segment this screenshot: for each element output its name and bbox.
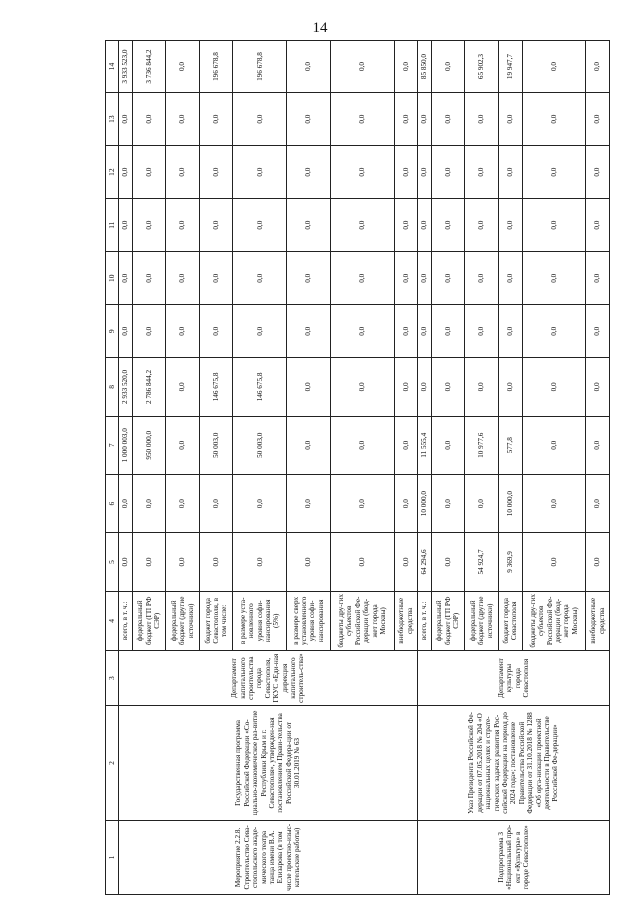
value-cell: 0,0 [330,416,394,474]
value-cell: 146 675,8 [199,358,233,416]
value-cell: 0,0 [498,358,522,416]
value-cell: 2 933 520,0 [119,358,133,416]
value-cell: 0,0 [522,416,586,474]
value-cell: 0,0 [431,252,465,305]
column-header-5: 5 [106,533,119,591]
value-cell: 0,0 [166,93,200,146]
value-cell: 9 369,9 [498,533,522,591]
value-cell: 0,0 [586,474,610,532]
value-cell: 0,0 [119,474,133,532]
value-cell: 0,0 [498,93,522,146]
value-cell: 2 786 844,2 [132,358,166,416]
value-cell: 0,0 [166,252,200,305]
value-cell: 0,0 [199,199,233,252]
column-header-13: 13 [106,93,119,146]
value-cell: 0,0 [119,252,133,305]
value-cell: 0,0 [431,41,465,93]
value-cell: 0,0 [431,305,465,358]
value-cell: 0,0 [586,199,610,252]
value-cell: 0,0 [119,305,133,358]
table-row [418,41,432,895]
value-cell: 0,0 [522,358,586,416]
value-cell: 0,0 [287,474,331,532]
value-cell: 0,0 [199,305,233,358]
value-cell: 0,0 [233,474,287,532]
value-cell: 0,0 [431,533,465,591]
column-header-6: 6 [106,474,119,532]
value-cell: 0,0 [586,533,610,591]
value-cell: 19 947,7 [498,41,522,93]
value-cell: 0,0 [465,199,499,252]
block-c2-cell: Указ Президента Российской Фе-дерации от 07.05.2018 № 204 «О национальных целях и страте-гических задачах развития Рос-сийской Федерации на период до 2024 года»; постановление Правительства Российской Федерации от 31.10.2018 № 1288 «Об орга-низации проектной деятельности в Правительстве Российской Фе-дерации» [418,706,610,821]
value-cell: 50 003,0 [199,416,233,474]
funding-source-cell: бюджет города Севастополя [498,591,522,650]
value-cell: 0,0 [394,358,418,416]
value-cell: 0,0 [119,93,133,146]
value-cell: 0,0 [418,358,432,416]
funding-source-cell: внебюджетные средства [586,591,610,650]
value-cell: 0,0 [465,146,499,199]
column-header-9: 9 [106,305,119,358]
value-cell: 146 675,8 [233,358,287,416]
value-cell: 0,0 [431,93,465,146]
value-cell: 0,0 [233,146,287,199]
value-cell: 0,0 [330,305,394,358]
value-cell: 85 850,0 [418,41,432,93]
value-cell: 0,0 [394,474,418,532]
funding-source-cell: всего, в т. ч.: [418,591,432,650]
value-cell: 0,0 [586,358,610,416]
value-cell: 0,0 [132,93,166,146]
column-header-14: 14 [106,41,119,93]
value-cell: 0,0 [522,93,586,146]
block-c3-cell: Департамент культуры города Севастополя [418,651,610,706]
value-cell: 0,0 [132,252,166,305]
value-cell: 64 294,6 [418,533,432,591]
value-cell: 0,0 [233,93,287,146]
value-cell: 0,0 [287,533,331,591]
value-cell: 0,0 [132,199,166,252]
funding-source-cell: федеральный бюджет (ГП РФ СЭР) [431,591,465,650]
value-cell: 50 003,0 [233,416,287,474]
value-cell: 0,0 [431,416,465,474]
value-cell: 577,8 [498,416,522,474]
value-cell: 0,0 [498,305,522,358]
value-cell: 0,0 [586,416,610,474]
funding-source-cell: бюджеты дру-гих субъектов Российской Фе-дерации (бюд-жет города Москвы) [330,591,394,650]
value-cell: 0,0 [586,93,610,146]
header-row [106,41,119,895]
value-cell: 0,0 [394,146,418,199]
value-cell: 0,0 [522,305,586,358]
value-cell: 0,0 [287,146,331,199]
value-cell: 196 678,8 [199,41,233,93]
value-cell: 0,0 [522,474,586,532]
value-cell: 0,0 [586,146,610,199]
funding-source-cell: внебюджетные средства [394,591,418,650]
value-cell: 0,0 [394,199,418,252]
value-cell: 0,0 [166,305,200,358]
column-header-8: 8 [106,358,119,416]
block-c2-cell: Государственная программа Российской Федерации «Со-циально-экономическое раз-витие Республики Крым и г. Севастополя», утвержден-ная постановлением Прави-тельства Российской Федера-ции от 30.01.2019 № 63 [119,706,418,821]
value-cell: 0,0 [586,41,610,93]
value-cell: 0,0 [166,474,200,532]
value-cell: 0,0 [199,533,233,591]
value-cell: 0,0 [132,305,166,358]
value-cell: 1 000 003,0 [119,416,133,474]
value-cell: 3 933 523,0 [119,41,133,93]
funding-source-cell: всего, в т. ч.: [119,591,133,650]
value-cell: 0,0 [498,146,522,199]
table-row [119,41,133,895]
value-cell: 0,0 [287,93,331,146]
value-cell: 196 678,8 [233,41,287,93]
value-cell: 0,0 [287,252,331,305]
value-cell: 0,0 [522,146,586,199]
value-cell: 0,0 [465,474,499,532]
value-cell: 0,0 [522,533,586,591]
value-cell: 0,0 [465,93,499,146]
value-cell: 0,0 [330,146,394,199]
value-cell: 0,0 [418,252,432,305]
column-header-1: 1 [106,820,119,894]
value-cell: 0,0 [394,416,418,474]
value-cell: 0,0 [166,41,200,93]
funding-source-cell: в размере сверх установленного уровня софи-нансирования [287,591,331,650]
value-cell: 0,0 [233,533,287,591]
value-cell: 0,0 [330,474,394,532]
column-header-4: 4 [106,591,119,650]
value-cell: 0,0 [418,305,432,358]
value-cell: 0,0 [498,252,522,305]
value-cell: 0,0 [330,252,394,305]
block-c3-cell: Департамент капитального строительства города Севастополя, ГКУС «Еди-ная дирекция капитального строитель-ства» [119,651,418,706]
column-header-10: 10 [106,252,119,305]
value-cell: 0,0 [431,146,465,199]
value-cell: 0,0 [287,416,331,474]
value-cell: 950 000,0 [132,416,166,474]
block-c1-cell: Мероприятие 2.2.8. Строительство Сева-стопольского акаде-мического театра танца имени В.А. Елизарова (в том числе проектно-изыс-кательские работы) [119,820,418,894]
rotated-table-container [105,40,610,895]
page-number: 14 [312,20,328,36]
budget-table [105,40,610,895]
value-cell: 0,0 [431,358,465,416]
value-cell: 0,0 [522,199,586,252]
value-cell: 0,0 [119,533,133,591]
funding-source-cell: федеральный бюджет (ГП РФ СЭР) [132,591,166,650]
value-cell: 0,0 [233,305,287,358]
value-cell: 0,0 [287,41,331,93]
block-c1-cell: Подпрограмма 3 «Национальный про-ект «Культура» в городе Севастополе» [418,820,610,894]
value-cell: 0,0 [119,146,133,199]
value-cell: 10 000,0 [418,474,432,532]
value-cell: 0,0 [431,474,465,532]
value-cell: 0,0 [119,199,133,252]
value-cell: 54 924,7 [465,533,499,591]
value-cell: 65 902,3 [465,41,499,93]
value-cell: 3 736 844,2 [132,41,166,93]
value-cell: 0,0 [330,533,394,591]
value-cell: 0,0 [166,146,200,199]
value-cell: 0,0 [287,305,331,358]
value-cell: 10 977,6 [465,416,499,474]
value-cell: 0,0 [132,474,166,532]
value-cell: 0,0 [394,305,418,358]
value-cell: 0,0 [586,252,610,305]
column-header-3: 3 [106,651,119,706]
value-cell: 0,0 [199,146,233,199]
value-cell: 0,0 [132,533,166,591]
value-cell: 0,0 [287,199,331,252]
funding-source-cell: в размере уста-новленного уровня софи-нансирования (5%) [233,591,287,650]
value-cell: 0,0 [394,93,418,146]
value-cell: 0,0 [586,305,610,358]
value-cell: 0,0 [287,358,331,416]
value-cell: 0,0 [233,252,287,305]
value-cell: 0,0 [522,41,586,93]
value-cell: 0,0 [418,146,432,199]
value-cell: 0,0 [394,252,418,305]
value-cell: 0,0 [199,93,233,146]
value-cell: 0,0 [199,252,233,305]
funding-source-cell: бюджеты дру-гих субъектов Российской Фе-дерации (бюд-жет города Москвы) [522,591,586,650]
value-cell: 0,0 [166,416,200,474]
column-header-12: 12 [106,146,119,199]
funding-source-cell: федеральный бюджет (другие источники) [465,591,499,650]
value-cell: 0,0 [166,533,200,591]
value-cell: 0,0 [465,305,499,358]
value-cell: 0,0 [394,533,418,591]
value-cell: 0,0 [431,199,465,252]
value-cell: 0,0 [233,199,287,252]
column-header-11: 11 [106,199,119,252]
value-cell: 0,0 [330,41,394,93]
value-cell: 11 555,4 [418,416,432,474]
value-cell: 0,0 [465,358,499,416]
value-cell: 10 000,0 [498,474,522,532]
value-cell: 0,0 [199,474,233,532]
value-cell: 0,0 [166,199,200,252]
funding-source-cell: федеральный бюджет (другие источники) [166,591,200,650]
value-cell: 0,0 [132,146,166,199]
value-cell: 0,0 [394,41,418,93]
value-cell: 0,0 [418,199,432,252]
value-cell: 0,0 [330,93,394,146]
value-cell: 0,0 [418,93,432,146]
value-cell: 0,0 [522,252,586,305]
column-header-7: 7 [106,416,119,474]
value-cell: 0,0 [166,358,200,416]
column-header-2: 2 [106,706,119,821]
value-cell: 0,0 [330,358,394,416]
funding-source-cell: бюджет города Севастополя, в том числе: [199,591,233,650]
value-cell: 0,0 [465,252,499,305]
value-cell: 0,0 [498,199,522,252]
value-cell: 0,0 [330,199,394,252]
